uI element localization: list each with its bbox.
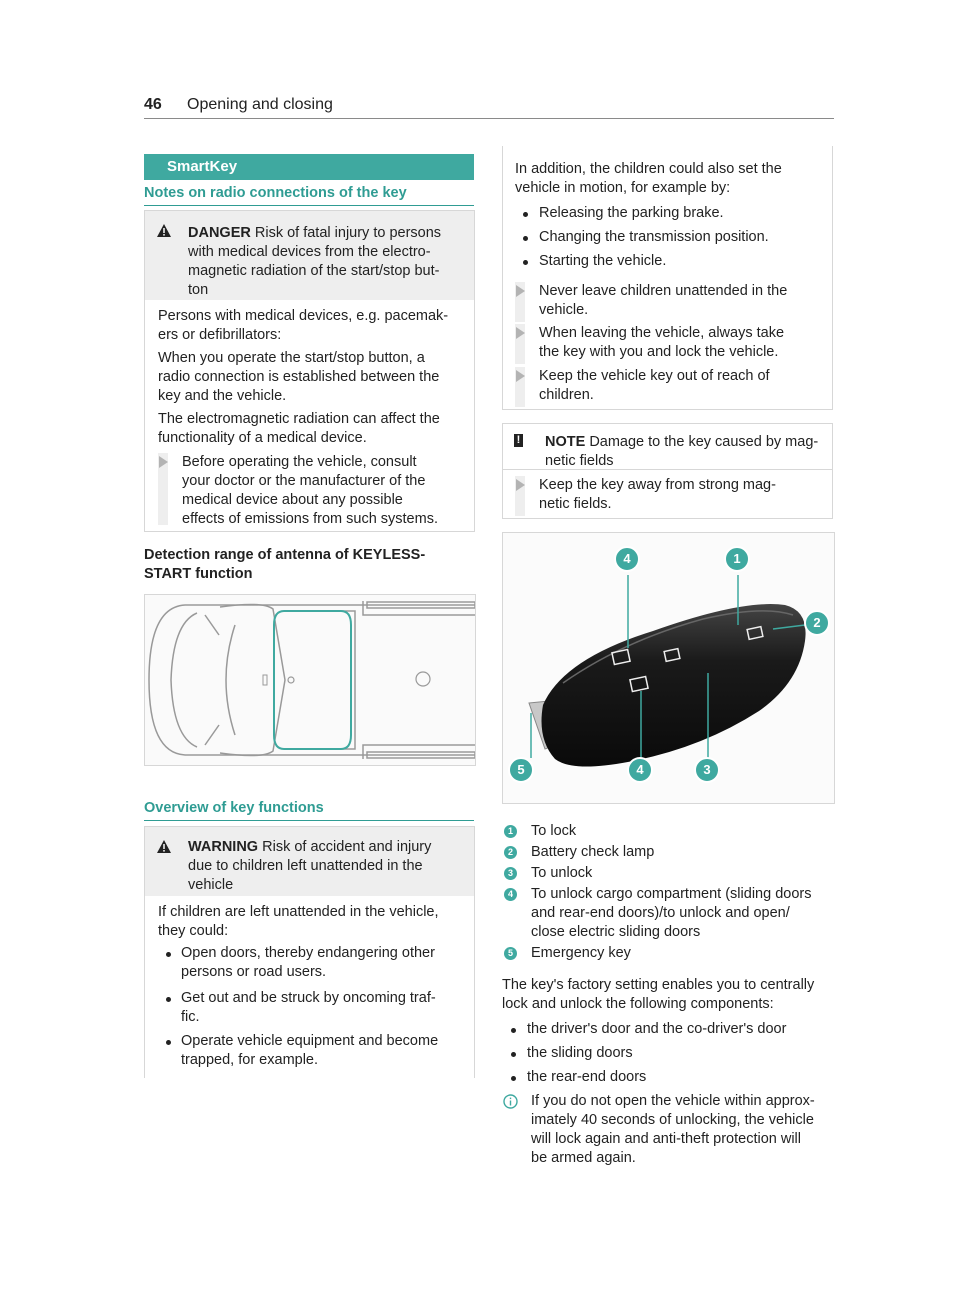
overview-heading: Overview of key functions [144,800,324,816]
bullet [523,212,528,217]
callout-marker: 4 [627,757,653,783]
note-label: NOTE [545,434,586,450]
page-number: 46 [144,96,162,113]
vehicle-detection-illustration [144,594,476,766]
info-icon [503,1094,518,1109]
warning-triangle-icon [157,224,171,237]
bullet [511,1076,516,1081]
key-functions-illustration [502,532,835,804]
smartkey-drawing [503,533,834,803]
continuation-bullet-item: Releasing the parking brake. [539,205,724,221]
bullet [166,1040,171,1045]
section-banner: SmartKey [144,154,474,180]
callout-marker: 2 [804,610,830,636]
legend-text: To unlock [531,865,593,881]
notes-heading-rule [144,205,474,206]
warning-body: If children are left unattended in the vehicle, they could: [158,904,439,939]
vehicle-top-view-drawing [145,595,475,765]
page-header-title: Opening and closing [187,96,333,113]
callout-marker: 1 [724,546,750,572]
bullet [166,997,171,1002]
arrow-right-icon [516,479,525,491]
info-text: If you do not open the vehicle within approx- imately 40 seconds of unlocking, the vehicle will lock again and anti-theft protection will be armed again. [531,1093,815,1166]
overview-heading-rule [144,820,474,821]
danger-title-line: DANGER Risk of fatal injury to persons [188,225,442,241]
legend-number: 4 [504,888,517,901]
factory-setting-text: The key's factory setting enables you to centrally lock and unlock the following components: [502,977,815,1012]
danger-body-2: When you operate the start/stop button, a radio connection is established between the key and the vehicle. [158,350,440,404]
step-item: Keep the vehicle key out of reach of children. [539,368,770,403]
legend-number: 2 [504,846,517,859]
warning-bullet-item: Get out and be struck by oncoming traf- fic. [181,990,436,1025]
danger-title-line: ton [188,282,209,298]
bullet [523,260,528,265]
warning-bullet-item: Open doors, thereby endangering other persons or road users. [181,945,435,980]
legend-text: To unlock cargo compartment (sliding doors and rear-end doors)/to unlock and open/ close electric sliding doors [531,886,812,940]
exclamation-icon: ! [514,434,523,447]
danger-title-line: magnetic radiation of the start/stop but- [188,263,440,279]
bullet [166,952,171,957]
arrow-right-icon [516,285,525,297]
danger-label: DANGER [188,225,251,241]
warning-title-line: WARNING Risk of accident and injury [188,839,432,855]
factory-bullet-item: the sliding doors [527,1045,633,1061]
note-title-line: netic fields [545,453,614,469]
arrow-right-icon [516,370,525,382]
warning-triangle-icon [157,840,171,853]
arrow-right-icon [516,327,525,339]
bullet [511,1052,516,1057]
continuation-text: In addition, the children could also set the vehicle in motion, for example by: [515,161,782,196]
legend-text: To lock [531,823,577,839]
detection-heading: Detection range of antenna of KEYLESS- START function [144,547,426,582]
callout-marker: 3 [694,757,720,783]
danger-body-3: The electromagnetic radiation can affect the functionality of a medical device. [158,411,440,446]
warning-title-line: vehicle [188,877,234,893]
notes-heading: Notes on radio connections of the key [144,185,407,201]
factory-bullet-item: the driver's door and the co-driver's door [527,1021,787,1037]
warning-title-line: due to children left unattended in the [188,858,423,874]
bullet [511,1028,516,1033]
note-title-line: NOTE Damage to the key caused by mag- [545,434,819,450]
warning-label: WARNING [188,839,259,855]
danger-title-line: with medical devices from the electro- [188,244,431,260]
legend-number: 5 [504,947,517,960]
bullet [523,236,528,241]
legend-text: Emergency key [531,945,631,961]
danger-step: Before operating the vehicle, consult your doctor or the manufacturer of the medical device about any possible effects of emissions from such systems. [182,454,438,527]
factory-bullet-item: the rear-end doors [527,1069,647,1085]
continuation-bullet-item: Starting the vehicle. [539,253,667,269]
continuation-bullet-item: Changing the transmission position. [539,229,769,245]
legend-text: Battery check lamp [531,844,655,860]
step-item: Never leave children unattended in the vehicle. [539,283,788,318]
callout-marker: 4 [614,546,640,572]
callout-marker: 5 [508,757,534,783]
warning-bullet-item: Operate vehicle equipment and become trapped, for example. [181,1033,439,1068]
note-step: Keep the key away from strong mag- netic fields. [539,477,776,512]
legend-number: 3 [504,867,517,880]
arrow-right-icon [159,456,168,468]
legend-number: 1 [504,825,517,838]
header-rule [144,118,834,119]
danger-body-1: Persons with medical devices, e.g. pacemak- ers or defibrillators: [158,308,449,343]
step-item: When leaving the vehicle, always take the key with you and lock the vehicle. [539,325,785,360]
